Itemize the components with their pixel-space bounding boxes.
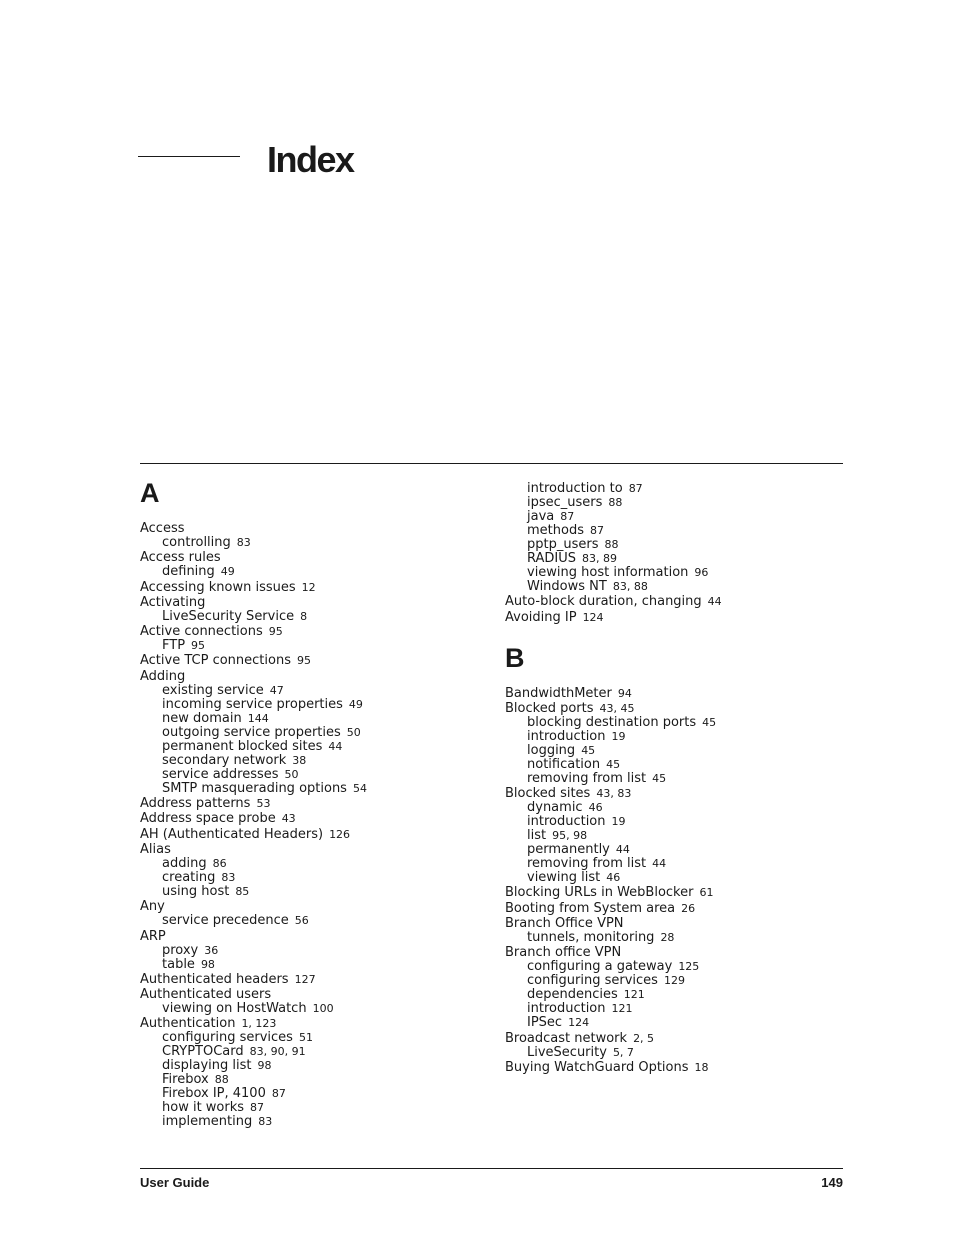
index-term: configuring services <box>162 1030 293 1046</box>
index-entry <box>140 930 480 944</box>
index-page-ref: 83 <box>221 870 236 884</box>
index-page-ref: 43, 45 <box>599 701 635 715</box>
index-term: configuring services <box>527 973 658 989</box>
index-entry <box>140 988 480 1002</box>
page-title: Index <box>267 139 354 180</box>
index-subentry <box>505 744 845 758</box>
index-column-left <box>140 478 480 1129</box>
index-page-ref: 98 <box>257 1059 272 1073</box>
index-subentry <box>505 988 845 1002</box>
index-subentry <box>505 843 845 857</box>
index-term: proxy <box>162 942 199 958</box>
index-subentry <box>140 536 480 550</box>
index-page-ref: 94 <box>617 686 632 700</box>
index-term: Address patterns <box>140 796 251 812</box>
index-term: Authentication <box>140 1016 236 1032</box>
index-subentry <box>505 801 845 815</box>
index-term: LiveSecurity Service <box>162 608 295 624</box>
index-entry <box>505 886 845 900</box>
index-subentry <box>505 730 845 744</box>
index-term: Blocked sites <box>505 786 591 802</box>
index-entry <box>505 702 845 716</box>
index-subentry <box>505 482 845 496</box>
index-term: controlling <box>162 535 231 550</box>
index-page-ref: 126 <box>329 827 351 841</box>
index-term: removing from list <box>527 856 647 872</box>
index-page-ref: 49 <box>220 565 235 579</box>
index-term: service addresses <box>162 766 279 782</box>
index-entry <box>505 687 845 701</box>
index-subentry <box>140 639 480 653</box>
index-page-ref: 124 <box>582 610 604 624</box>
index-term: Avoiding IP <box>505 609 577 625</box>
index-term: Authenticated users <box>140 987 272 1003</box>
index-page-ref: 88 <box>608 496 623 509</box>
index-page-ref: 44 <box>707 595 722 609</box>
index-term: table <box>162 956 195 972</box>
index-term: Active TCP connections <box>140 653 291 669</box>
index-term: defining <box>162 564 215 580</box>
index-page-ref: 95 <box>296 654 311 668</box>
index-entry <box>505 1032 845 1046</box>
index-page-ref: 86 <box>212 856 227 870</box>
index-term: dependencies <box>527 987 618 1003</box>
index-term: introduction <box>527 728 606 744</box>
index-page-ref: 61 <box>699 886 714 900</box>
index-letter-heading: B <box>505 642 525 673</box>
index-entry <box>140 596 480 610</box>
index-term: Access rules <box>140 550 221 566</box>
index-term: list <box>527 828 547 844</box>
index-term: Branch Office VPN <box>505 916 624 932</box>
index-term: permanent blocked sites <box>162 738 323 754</box>
index-entry <box>140 625 480 639</box>
index-page-ref: 45 <box>606 757 621 771</box>
index-page-ref: 43 <box>281 812 296 826</box>
index-page-ref: 47 <box>269 683 284 697</box>
index-page-ref: 44 <box>652 857 667 871</box>
index-term: service precedence <box>162 913 289 929</box>
index-page-ref: 87 <box>628 482 643 495</box>
index-term: Branch office VPN <box>505 945 622 961</box>
index-entry <box>140 654 480 668</box>
index-entry <box>505 787 845 801</box>
index-subentry <box>140 1002 480 1016</box>
index-term: existing service <box>162 682 264 698</box>
index-subentry <box>140 684 480 698</box>
index-subentry <box>505 524 845 538</box>
index-subentry <box>140 740 480 754</box>
index-page-ref: 124 <box>568 1016 590 1030</box>
index-page-ref: 83 <box>258 1115 273 1129</box>
index-page-ref: 87 <box>250 1101 265 1115</box>
index-term: AH (Authenticated Headers) <box>140 826 324 842</box>
index-term: IPSec <box>527 1015 563 1031</box>
index-subentry <box>505 580 845 594</box>
index-page-ref: 121 <box>611 1002 633 1016</box>
index-subentry <box>505 974 845 988</box>
index-page-ref: 88 <box>214 1073 229 1087</box>
index-page-ref: 36 <box>204 943 219 957</box>
index-term: viewing list <box>527 870 601 886</box>
index-page-ref: 56 <box>294 914 309 928</box>
index-entry <box>140 973 480 987</box>
index-term: creating <box>162 869 216 885</box>
index-term: BandwidthMeter <box>505 685 612 701</box>
index-term: adding <box>162 855 207 871</box>
index-page-ref: 87 <box>271 1087 286 1101</box>
index-subentry <box>140 1087 480 1101</box>
index-term: new domain <box>162 710 242 726</box>
index-term: logging <box>527 742 576 758</box>
index-subentry <box>505 857 845 871</box>
index-page-ref: 95, 98 <box>552 829 588 843</box>
index-term: introduction <box>527 1001 606 1017</box>
index-subentry <box>140 782 480 796</box>
index-term: Active connections <box>140 624 263 640</box>
index-subentry <box>140 958 480 972</box>
index-term: Accessing known issues <box>140 579 296 595</box>
index-term: viewing host information <box>527 565 689 580</box>
index-subentry <box>140 1031 480 1045</box>
index-subentry <box>140 698 480 712</box>
index-entry <box>140 843 480 857</box>
index-entry <box>140 812 480 826</box>
index-subentry <box>140 944 480 958</box>
index-page-ref: 125 <box>678 960 700 974</box>
index-subentry <box>140 1101 480 1115</box>
index-page-ref: 54 <box>352 781 367 795</box>
index-term: incoming service properties <box>162 696 343 712</box>
index-term: permanently <box>527 842 610 858</box>
index-entry <box>140 900 480 914</box>
index-term: how it works <box>162 1100 245 1116</box>
index-subentry <box>505 772 845 786</box>
index-term: CRYPTOCard <box>162 1044 244 1060</box>
index-page-ref: 8 <box>300 609 308 623</box>
index-term: Blocked ports <box>505 700 594 716</box>
index-subentry <box>140 1059 480 1073</box>
index-subentry <box>505 960 845 974</box>
index-entry <box>505 611 845 625</box>
index-subentry <box>505 538 845 552</box>
index-page-ref: 2, 5 <box>633 1031 655 1045</box>
index-page-ref: 46 <box>606 871 621 885</box>
index-subentry <box>505 1016 845 1030</box>
index-term: secondary network <box>162 752 287 768</box>
index-term: notification <box>527 756 601 772</box>
index-page-ref: 53 <box>256 797 271 811</box>
index-group <box>140 478 480 1129</box>
index-group <box>505 482 845 625</box>
index-subentry <box>140 1073 480 1087</box>
index-page-ref: 50 <box>346 725 361 739</box>
index-subentry <box>140 857 480 871</box>
index-term: Blocking URLs in WebBlocker <box>505 885 694 901</box>
index-term: Windows NT <box>527 579 607 594</box>
index-subentry <box>140 565 480 579</box>
index-page-ref: 45 <box>581 743 596 757</box>
index-entry <box>140 581 480 595</box>
index-term: Auto-block duration, changing <box>505 594 702 610</box>
index-term: introduction to <box>527 481 623 496</box>
index-page-ref: 95 <box>268 625 283 639</box>
index-term: methods <box>527 523 584 538</box>
index-term: Adding <box>140 668 186 684</box>
index-page-ref: 83, 88 <box>612 580 648 593</box>
index-page-ref: 50 <box>284 767 299 781</box>
index-term: removing from list <box>527 770 647 786</box>
index-term: implementing <box>162 1114 253 1130</box>
index-page-ref: 98 <box>200 957 215 971</box>
index-term: Firebox <box>162 1072 209 1088</box>
index-subentry <box>505 1046 845 1060</box>
index-page-ref: 95 <box>191 639 206 653</box>
index-page-ref: 19 <box>611 729 626 743</box>
index-entry <box>505 917 845 931</box>
footer-document-title: User Guide <box>140 1175 210 1190</box>
index-term: LiveSecurity <box>527 1044 607 1060</box>
index-page-ref: 51 <box>298 1031 313 1045</box>
index-term: Authenticated headers <box>140 971 289 987</box>
index-entry <box>140 551 480 565</box>
index-term: ARP <box>140 928 166 944</box>
index-page-ref: 121 <box>623 988 645 1002</box>
index-term: tunnels, monitoring <box>527 930 655 946</box>
index-term: FTP <box>162 638 186 654</box>
index-page-ref: 85 <box>235 884 250 898</box>
index-page-ref: 129 <box>663 974 685 988</box>
index-term: viewing on HostWatch <box>162 1001 307 1017</box>
index-subentry <box>140 610 480 624</box>
index-term: blocking destination ports <box>527 714 697 730</box>
index-term: Firebox IP, 4100 <box>162 1086 266 1102</box>
index-term: introduction <box>527 814 606 830</box>
index-subentry <box>140 726 480 740</box>
index-term: ipsec_users <box>527 495 603 510</box>
index-page-ref: 12 <box>301 580 316 594</box>
index-subentry <box>505 815 845 829</box>
index-subentry <box>140 712 480 726</box>
index-term: Alias <box>140 841 171 857</box>
index-subentry <box>505 552 845 566</box>
index-subentry <box>505 758 845 772</box>
index-page-ref: 83 <box>236 536 251 549</box>
index-term: Buying WatchGuard Options <box>505 1059 689 1075</box>
index-page-ref: 28 <box>660 931 675 945</box>
index-term: outgoing service properties <box>162 724 341 740</box>
index-entry <box>505 902 845 916</box>
index-subentry <box>505 829 845 843</box>
index-entry <box>140 828 480 842</box>
index-subentry <box>505 496 845 510</box>
index-page-ref: 26 <box>681 901 696 915</box>
index-page-ref: 18 <box>694 1060 709 1074</box>
index-page-ref: 144 <box>247 711 269 725</box>
index-subentry <box>140 885 480 899</box>
index-subentry <box>140 1045 480 1059</box>
index-page-ref: 83, 90, 91 <box>249 1045 306 1059</box>
footer-page-number: 149 <box>821 1175 843 1190</box>
index-subentry <box>505 510 845 524</box>
index-term: Booting from System area <box>505 900 676 916</box>
index-page-ref: 1, 123 <box>241 1017 277 1031</box>
index-term: SMTP masquerading options <box>162 780 347 796</box>
index-entry <box>505 946 845 960</box>
index-letter-heading: A <box>140 478 160 508</box>
index-term: RADIUS <box>527 551 577 566</box>
index-entry <box>140 522 480 536</box>
index-page-ref: 45 <box>652 771 667 785</box>
index-entry <box>140 670 480 684</box>
index-page-ref: 88 <box>604 538 619 551</box>
index-subentry <box>140 1115 480 1129</box>
index-subentry <box>140 871 480 885</box>
index-subentry <box>505 1002 845 1016</box>
index-page-ref: 44 <box>328 739 343 753</box>
index-term: Access <box>140 521 185 536</box>
index-entry <box>505 595 845 609</box>
index-entry <box>505 1061 845 1075</box>
index-term: using host <box>162 883 230 899</box>
index-term: pptp_users <box>527 537 599 552</box>
index-page-ref: 100 <box>312 1002 334 1016</box>
index-page-ref: 83, 89 <box>582 552 618 565</box>
index-page-ref: 45 <box>702 715 717 729</box>
index-subentry <box>505 871 845 885</box>
index-page-ref: 19 <box>611 815 626 829</box>
index-top-rule <box>140 463 843 464</box>
index-page-ref: 87 <box>560 510 575 523</box>
index-subentry <box>140 768 480 782</box>
index-column-right <box>505 482 845 1075</box>
index-subentry <box>505 931 845 945</box>
index-term: dynamic <box>527 800 583 816</box>
index-entry <box>140 1017 480 1031</box>
index-group <box>505 643 845 1075</box>
index-term: Activating <box>140 594 206 610</box>
index-term: Broadcast network <box>505 1030 628 1046</box>
index-subentry <box>140 914 480 928</box>
index-term: java <box>527 509 555 524</box>
footer-rule <box>140 1168 843 1169</box>
index-page-ref: 46 <box>588 801 603 815</box>
index-page-ref: 127 <box>294 972 316 986</box>
index-term: configuring a gateway <box>527 959 673 975</box>
index-page-ref: 96 <box>694 566 709 579</box>
index-subentry <box>140 754 480 768</box>
index-page-ref: 44 <box>615 843 630 857</box>
index-page-ref: 87 <box>589 524 604 537</box>
index-subentry <box>505 566 845 580</box>
index-page-ref: 5, 7 <box>612 1045 634 1059</box>
index-page-ref: 43, 83 <box>596 787 632 801</box>
index-entry <box>140 797 480 811</box>
index-term: displaying list <box>162 1058 252 1074</box>
index-page-ref: 38 <box>292 753 307 767</box>
index-page-ref: 49 <box>348 697 363 711</box>
index-term: Any <box>140 899 165 915</box>
title-rule <box>138 156 240 157</box>
index-term: Address space probe <box>140 811 276 827</box>
index-subentry <box>505 716 845 730</box>
